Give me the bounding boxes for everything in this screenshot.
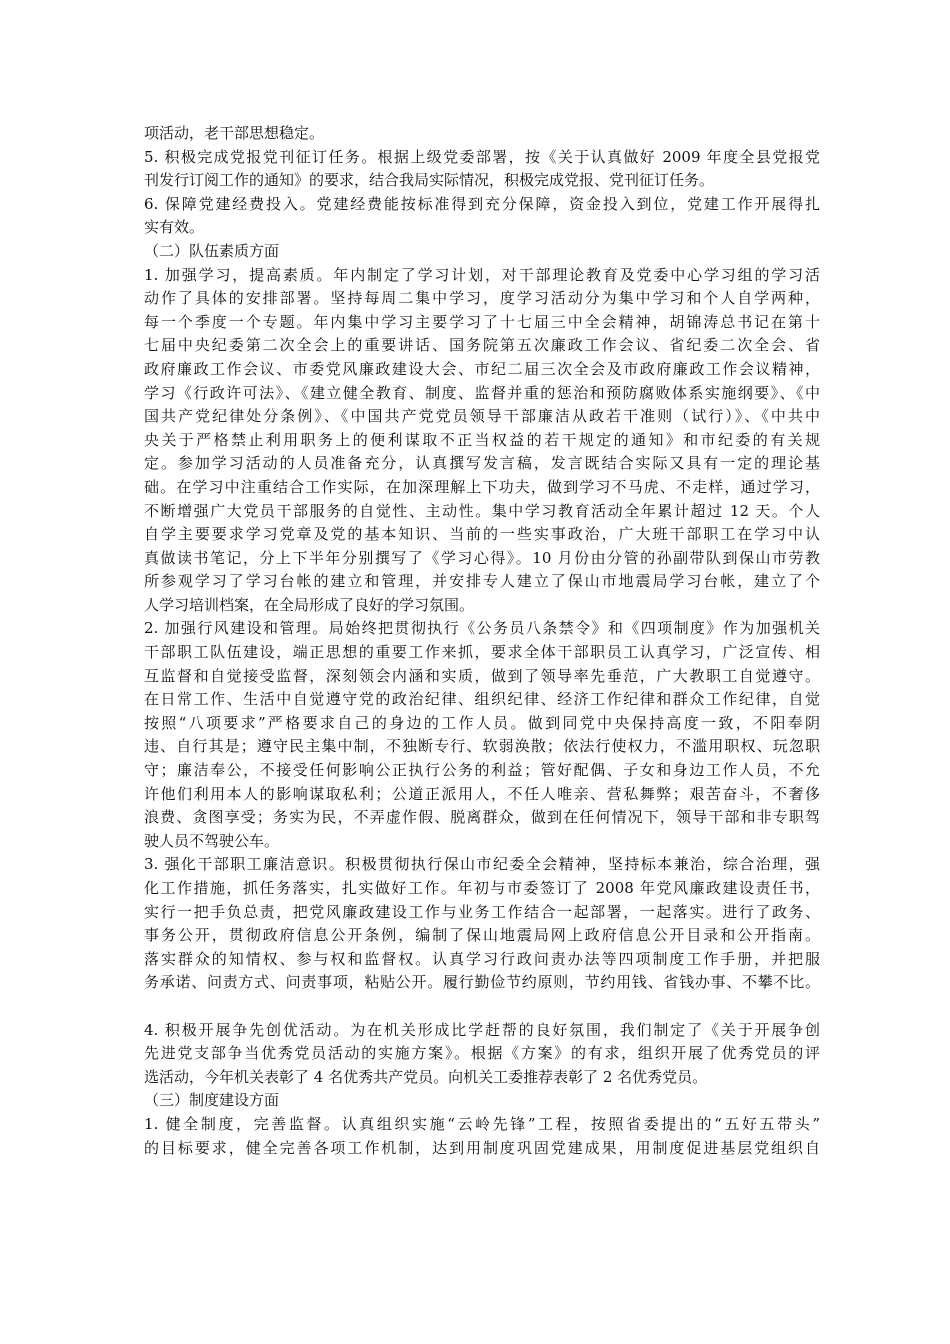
text-line: 1. 健全制度，完善监督。认真组织实施“云岭先锋”工程，按照省委提出的“五好五带头”	[144, 1114, 820, 1133]
text-line: 5. 积极完成党报党刊征订任务。根据上级党委部署，按《关于认真做好 2009 年度全县党报党	[144, 147, 820, 166]
text-line: 化工作措施，抓任务落实，扎实做好工作。年初与市委签订了 2008 年党风廉政建设责任书，	[144, 879, 820, 897]
text-line: 2. 加强行风建设和管理。局始终把贯彻执行《公务员八条禁令》和《四项制度》作为加强机关	[144, 619, 820, 638]
text-line: 础。在学习中注重结合工作实际，在加深理解上下功夫，做到学习不马虎、不走样，通过学习，	[144, 477, 820, 496]
text-line: 的目标要求，健全完善各项工作机制，达到用制度巩固党建成果，用制度促进基层党组织自	[144, 1138, 820, 1157]
text-line: 先进党支部争当优秀党员活动的实施方案》。根据《方案》的有求，组织开展了优秀党员的评	[144, 1044, 820, 1063]
text-line: 在日常工作、生活中自觉遵守党的政治纪律、组织纪律、经济工作纪律和群众工作纪律，自觉	[144, 690, 820, 709]
text-line: 务承诺、问责方式、问责事项，粘贴公开。履行勤俭节约原则，节约用钱、省钱办事、不攀不比。	[144, 973, 820, 992]
text-line: 事务公开，贯彻政府信息公开条例，编制了保山地震局网上政府信息公开目录和公开指南。	[144, 926, 820, 945]
text-line: 按照“八项要求”严格要求自己的身边的工作人员。做到同党中央保持高度一致，不阳奉阴	[144, 713, 820, 732]
text-line: 1. 加强学习，提高素质。年内制定了学习计划，对干部理论教育及党委中心学习组的学习活	[144, 265, 820, 284]
text-line: 动作了具体的安排部署。坚持每周二集中学习，度学习活动分为集中学习和个人自学两种，	[144, 289, 820, 308]
text-line: 违、自行其是；遵守民主集中制，不独断专行、软弱涣散；依法行使权力，不滥用职权、玩忽职	[144, 737, 820, 756]
text-line: 学习《行政许可法》、《建立健全教育、制度、监督并重的惩治和预防腐败体系实施纲要》、《中	[144, 383, 820, 402]
blank-line	[144, 995, 820, 1019]
text-line: 央关于严格禁止利用职务上的便利谋取不正当权益的若干规定的通知》和市纪委的有关规	[144, 430, 820, 449]
text-line: 人学习培训档案，在全局形成了良好的学习氛围。	[144, 595, 475, 614]
text-line: 互监督和自觉接受监督，深刻领会内涵和实质，做到了领导率先垂范，广大教职工自觉遵守。	[144, 666, 820, 685]
text-line: 不断增强广大党员干部服务的自觉性、主动性。集中学习教育活动全年累计超过 12 天。个人	[144, 501, 820, 520]
text-line: 每一个季度一个专题。年内集中学习主要学习了十七届三中全会精神，胡锦涛总书记在第十	[144, 312, 820, 331]
text-line: 所参观学习了学习台帐的建立和管理，并安排专人建立了保山市地震局学习台帐，建立了个	[144, 572, 820, 591]
text-line: 浪费、贪图享受；务实为民，不弄虚作假、脱离群众，做到在任何情况下，领导干部和非专职驾	[144, 808, 820, 827]
text-line: 6. 保障党建经费投入。党建经费能按标准得到充分保障，资金投入到位，党建工作开展得扎	[144, 194, 820, 213]
text-line: 驶人员不驾驶公车。	[144, 831, 280, 850]
text-line: 政府廉政工作会议、市委党风廉政建设大会、市纪二届三次全会及市政府廉政工作会议精神，	[144, 359, 820, 378]
text-line: 项活动，老干部思想稳定。	[144, 124, 325, 142]
text-line: 守；廉洁奉公，不接受任何影响公正执行公务的利益；管好配偶、子女和身边工作人员，不允	[144, 761, 820, 780]
text-line: 刊发行订阅工作的通知》的要求，结合我局实际情况，积极完成党报、党刊征订任务。	[144, 171, 715, 190]
text-line: 落实群众的知情权、参与权和监督权。认真学习行政问责办法等四项制度工作手册，并把服	[144, 949, 820, 968]
text-line: 国共产党纪律处分条例》、《中国共产党党员领导干部廉洁从政若干准则（试行）》、《中共中	[144, 407, 820, 426]
text-line: 实有效。	[144, 218, 205, 237]
text-line: 干部职工队伍建设，端正思想的重要工作来抓，要求全体干部职员工认真学习，广泛宣传、相	[144, 643, 820, 662]
text-line: 真做读书笔记，分上下半年分别撰写了《学习心得》。10 月份由分管的孙副带队到保山市劳教	[144, 548, 820, 567]
text-line: （二）队伍素质方面	[144, 241, 280, 260]
text-line: 七届中央纪委第二次全会上的重要讲话、国务院第五次廉政工作会议、省纪委二次全会、省	[144, 336, 820, 355]
text-line: 3. 强化干部职工廉洁意识。积极贯彻执行保山市纪委全会精神，坚持标本兼治，综合治理，强	[144, 855, 820, 874]
body-text	[144, 122, 820, 1160]
text-line: 4. 积极开展争先创优活动。为在机关形成比学赶帮的良好氛围，我们制定了《关于开展争创	[144, 1020, 820, 1039]
text-line: 选活动，今年机关表彰了 4 名优秀共产党员。向机关工委推荐表彰了 2 名优秀党员。	[144, 1067, 708, 1086]
text-line: 许他们利用本人的影响谋取私利；公道正派用人，不任人唯亲、营私舞弊；艰苦奋斗，不奢侈	[144, 784, 820, 803]
text-line: 定。参加学习活动的人员准备充分，认真撰写发言稿，发言既结合实际又具有一定的理论基	[144, 454, 820, 473]
text-line: 自学主要要求学习党章及党的基本知识、当前的一些实事政治，广大班干部职工在学习中认	[144, 525, 820, 544]
text-line: （三）制度建设方面	[144, 1091, 280, 1110]
text-line: 实行一把手负总责，把党风廉政建设工作与业务工作结合一起部署，一起落实。进行了政务、	[144, 902, 820, 921]
